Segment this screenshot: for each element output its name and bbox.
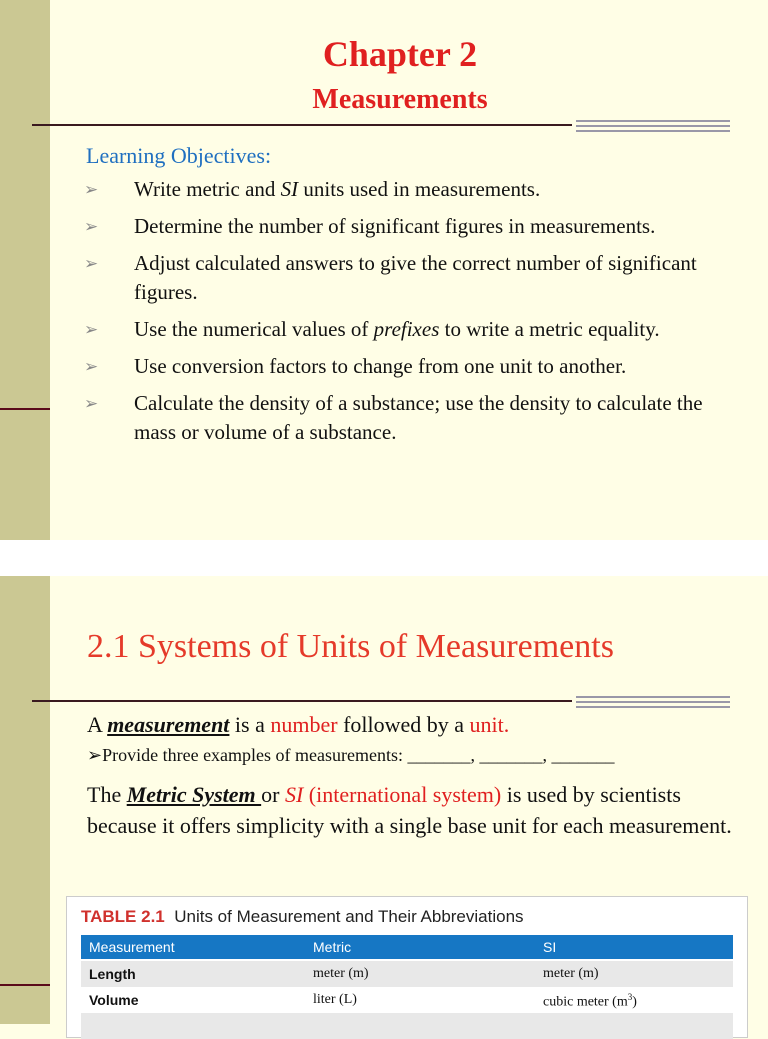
- list-item: ➢ Adjust calculated answers to give the correct number of significant figures.: [84, 251, 697, 304]
- slide-sidebar: [0, 0, 50, 540]
- arrow-bullet-icon: ➢: [84, 254, 99, 273]
- arrow-bullet-icon: ➢: [84, 320, 99, 339]
- list-item: ➢ Determine the number of significant figures in measurements.: [84, 212, 734, 241]
- header-measurement: Measurement: [89, 939, 175, 955]
- arrow-bullet-icon: ➢: [84, 180, 99, 199]
- chapter-subtitle: Measurements: [312, 84, 488, 115]
- header-si: SI: [543, 939, 557, 955]
- table-row: [81, 1013, 733, 1039]
- section-heading: 2.1 Systems of Units of Measurements: [87, 628, 614, 665]
- arrow-bullet-icon: ➢: [84, 394, 99, 413]
- list-item: ➢ Calculate the density of a substance; use the density to calculate the mass or volume of a substance.: [84, 391, 703, 444]
- units-table: [66, 896, 748, 1038]
- measurement-definition: A measurement is a number followed by a unit.: [87, 712, 510, 737]
- title-rule: [32, 124, 572, 126]
- list-item: ➢ Use conversion factors to change from one unit to another.: [84, 352, 734, 381]
- chapter-title: Chapter 2: [322, 34, 478, 74]
- metric-system-paragraph: The Metric System or SI (international system) is used by scientists because it offers simplicity with a single base unit for each measurement.: [87, 782, 732, 838]
- header-metric: Metric: [313, 939, 352, 955]
- arrow-bullet-icon: ➢: [87, 745, 103, 765]
- heading-rule: [32, 700, 572, 702]
- table-title: TABLE 2.1 Units of Measurement and Their Abbreviations: [81, 907, 524, 926]
- list-item: ➢ Use the numerical values of prefixes to write a metric equality.: [84, 315, 734, 344]
- sidebar-accent-line: [0, 408, 50, 410]
- title-decoration: [576, 120, 730, 132]
- objectives-list: [84, 175, 734, 455]
- arrow-bullet-icon: ➢: [84, 217, 99, 236]
- table-row: Volume liter (L) cubic meter $(m^3)$: [89, 992, 637, 1010]
- objectives-heading: Learning Objectives:: [86, 143, 272, 168]
- table-header: [81, 935, 733, 959]
- slide-gap: [0, 540, 768, 576]
- sidebar-accent-line: [0, 984, 50, 986]
- arrow-bullet-icon: ➢: [84, 357, 99, 376]
- slide-sidebar: [0, 576, 50, 1024]
- list-item: ➢ Write metric and SI units used in measurements.: [84, 175, 734, 204]
- examples-prompt: ➢Provide three examples of measurements: _______, _______, _______: [87, 745, 615, 765]
- heading-decoration: [576, 696, 730, 708]
- table-row: Length meter (m) meter (m): [81, 961, 733, 987]
